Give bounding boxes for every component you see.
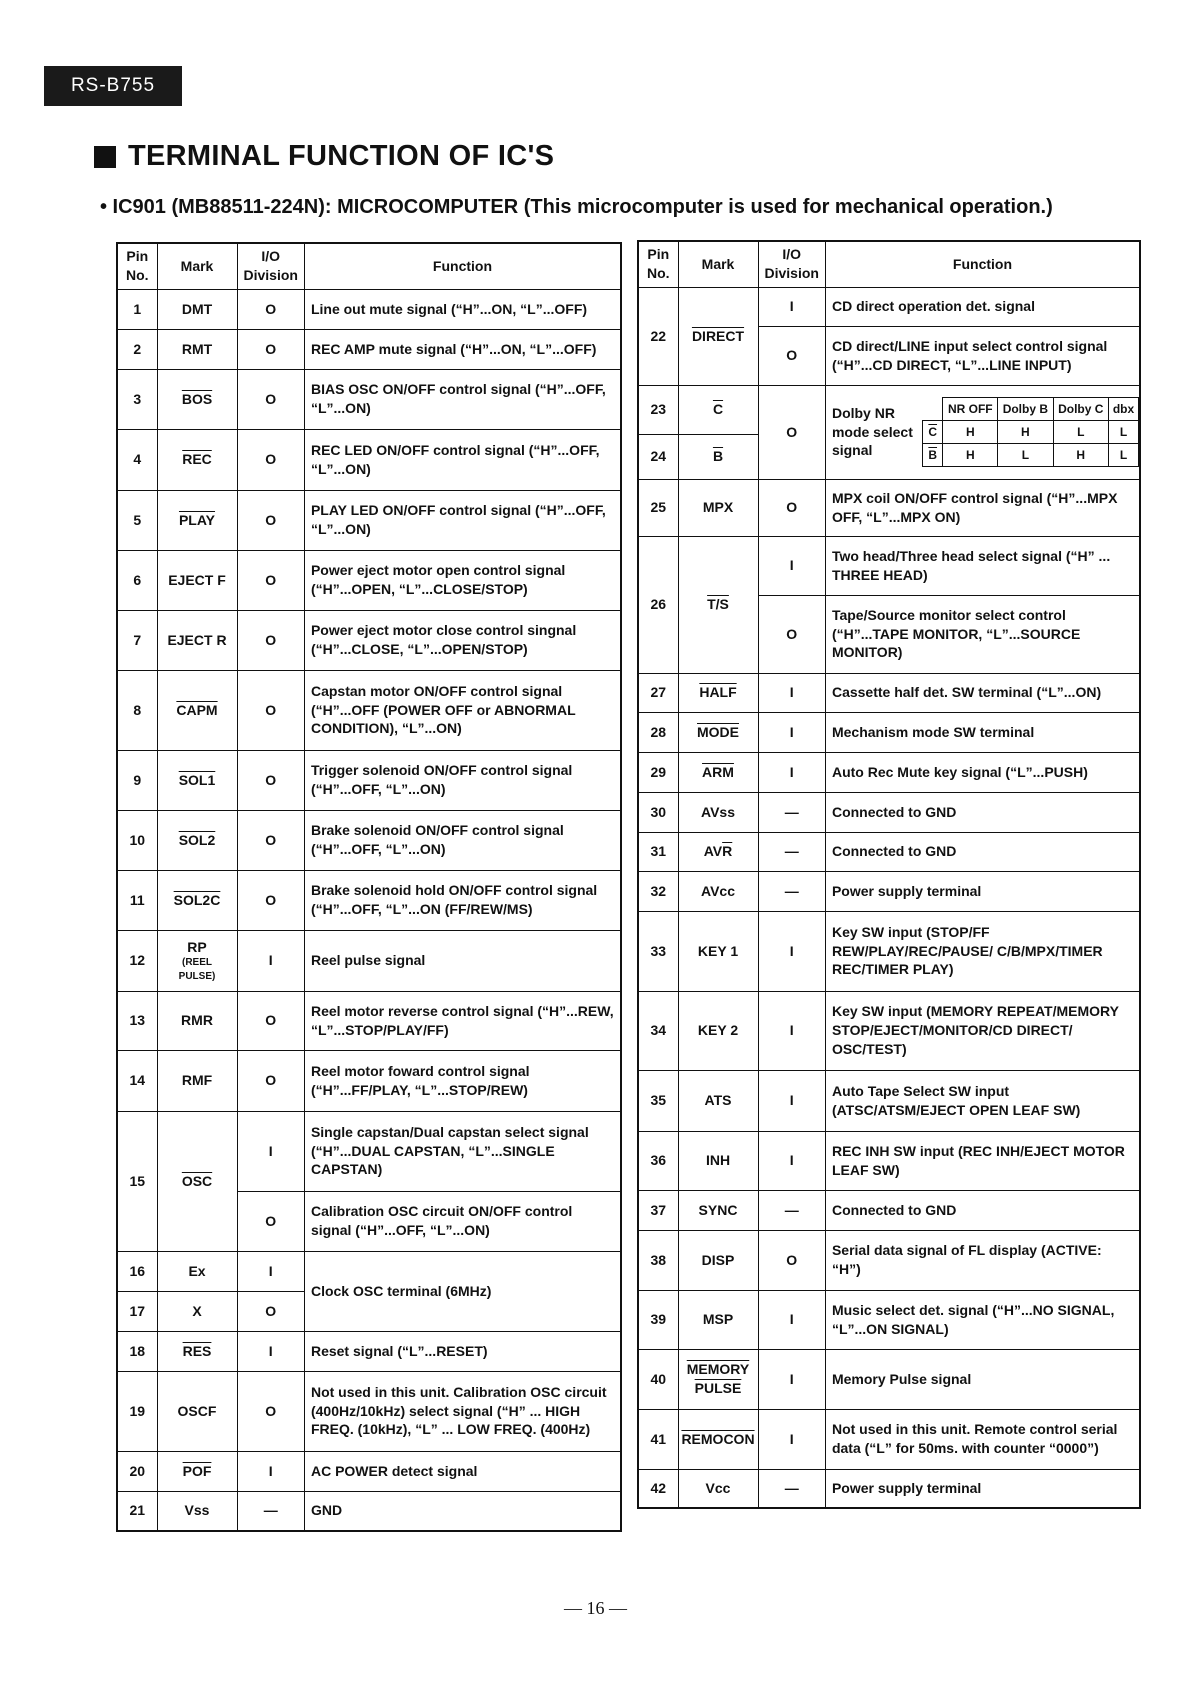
pin-mark-sub: (REEL PULSE) xyxy=(178,957,216,982)
pin-number: 27 xyxy=(638,673,678,712)
pin-io: I xyxy=(758,752,825,792)
pin-mark-overlined: DIRECT xyxy=(691,327,745,344)
pin-function: Cassette half det. SW terminal (“L”...ON) xyxy=(825,673,1140,712)
pin-mark xyxy=(157,1111,237,1251)
pin-function: Two head/Three head select signal (“H” ... THREE HEAD) xyxy=(825,536,1140,595)
pin-mark xyxy=(157,429,237,490)
pin-io: I xyxy=(758,673,825,712)
pin-io: I xyxy=(237,930,304,991)
pin-mark-overlined: $\overline{B}$ xyxy=(712,448,724,465)
pin-function: Not used in this unit. Remote control serial data (“L” for 50ms. with counter “0000”) xyxy=(825,1409,1140,1469)
pin-number: 8 xyxy=(117,670,157,750)
nr-row-label: $\overline{B}$ xyxy=(922,444,943,467)
pin-number: 23 xyxy=(638,385,678,434)
header-pin: Pin No. xyxy=(638,241,678,287)
pin-number: 11 xyxy=(117,870,157,930)
pin-io: — xyxy=(758,1190,825,1230)
pin-mark xyxy=(157,1331,237,1371)
pin-function: PLAY LED ON/OFF control signal (“H”...OFF, “L”...ON) xyxy=(304,490,621,550)
pin-io: O xyxy=(237,610,304,670)
table-row xyxy=(638,1190,1140,1230)
pin-io: O xyxy=(758,479,825,536)
pin-table-left xyxy=(116,242,622,1532)
pin-number: 31 xyxy=(638,832,678,871)
pin-io: O xyxy=(758,326,825,385)
pin-number: 39 xyxy=(638,1290,678,1349)
table-row xyxy=(117,1251,621,1291)
table-row xyxy=(638,1349,1140,1409)
pin-io: I xyxy=(758,287,825,326)
pin-number: 34 xyxy=(638,991,678,1070)
table-row xyxy=(638,991,1140,1070)
pin-mark-overlined: PLAY xyxy=(178,511,216,528)
table-row xyxy=(638,287,1140,326)
pin-io: O xyxy=(758,385,825,479)
table-header-row xyxy=(638,241,1140,287)
pin-mark xyxy=(157,930,237,991)
pin-number: 40 xyxy=(638,1349,678,1409)
pin-mark: MPX xyxy=(678,479,758,536)
pin-io: I xyxy=(237,1331,304,1371)
pin-mark: RMR xyxy=(157,991,237,1050)
pin-number: 12 xyxy=(117,930,157,991)
pin-number: 32 xyxy=(638,871,678,911)
table-row xyxy=(117,750,621,810)
table-row xyxy=(117,369,621,429)
table-row xyxy=(638,752,1140,792)
pin-mark: ATS xyxy=(678,1070,758,1131)
pin-function: REC LED ON/OFF control signal (“H”...OFF, “L”...ON) xyxy=(304,429,621,490)
pin-mark xyxy=(678,434,758,479)
nr-cell: L xyxy=(998,444,1053,467)
pin-mark xyxy=(157,810,237,870)
table-row xyxy=(638,1290,1140,1349)
pin-function: Reel pulse signal xyxy=(304,930,621,991)
table-row xyxy=(117,670,621,750)
pin-function: Memory Pulse signal xyxy=(825,1349,1140,1409)
pin-io: I xyxy=(758,1070,825,1131)
pin-function: Power eject motor open control signal (“H”...OPEN, “L”...CLOSE/STOP) xyxy=(304,550,621,610)
pin-number: 33 xyxy=(638,911,678,991)
header-function: Function xyxy=(825,241,1140,287)
pin-function: Connected to GND xyxy=(825,832,1140,871)
heading-square-icon xyxy=(94,146,116,168)
pin-mark xyxy=(678,1409,758,1469)
header-pin: Pin No. xyxy=(117,243,157,289)
table-row xyxy=(117,1331,621,1371)
pin-number: 20 xyxy=(117,1451,157,1491)
pin-io: I xyxy=(758,1290,825,1349)
pin-io: O xyxy=(237,991,304,1050)
table-row xyxy=(638,536,1140,595)
pin-number: 26 xyxy=(638,536,678,673)
table-row xyxy=(638,673,1140,712)
pin-number: 18 xyxy=(117,1331,157,1371)
pin-number: 3 xyxy=(117,369,157,429)
table-row xyxy=(117,1111,621,1191)
pin-mark xyxy=(157,369,237,429)
pin-mark: KEY 1 xyxy=(678,911,758,991)
dolby-nr-label: Dolby NR mode select signal xyxy=(831,404,913,459)
pin-mark xyxy=(678,673,758,712)
pin-mark-bottom: PULSE xyxy=(694,1380,742,1396)
pin-io: — xyxy=(758,871,825,911)
pin-io: O xyxy=(237,1291,304,1331)
pin-io: O xyxy=(758,595,825,673)
pin-number: 5 xyxy=(117,490,157,550)
pin-io: I xyxy=(758,1131,825,1190)
pin-function: Brake solenoid ON/OFF control signal (“H”...OFF, “L”...ON) xyxy=(304,810,621,870)
pin-mark-overlined: T/S xyxy=(707,596,729,613)
pin-function: Connected to GND xyxy=(825,1190,1140,1230)
pin-mark: OSCF xyxy=(157,1371,237,1451)
pin-number: 30 xyxy=(638,792,678,832)
pin-function: Single capstan/Dual capstan select signal (“H”...DUAL CAPSTAN, “L”...SINGLE CAPSTAN) xyxy=(304,1111,621,1191)
nr-cell: H xyxy=(943,421,998,444)
pin-mark xyxy=(678,832,758,871)
pin-function: MPX coil ON/OFF control signal (“H”...MPX OFF, “L”...MPX ON) xyxy=(825,479,1140,536)
header-mark: Mark xyxy=(678,241,758,287)
pin-mark: MSP xyxy=(678,1290,758,1349)
pin-number: 25 xyxy=(638,479,678,536)
pin-function: AC POWER detect signal xyxy=(304,1451,621,1491)
nr-col-header: dbx xyxy=(1108,398,1138,421)
pin-mark-overlined: SOL1 xyxy=(178,771,216,788)
table-row xyxy=(117,810,621,870)
pin-mark xyxy=(157,750,237,810)
model-tag: RS-B755 xyxy=(44,66,182,106)
pin-number: 21 xyxy=(117,1491,157,1531)
ic-subtitle: • IC901 (MB88511-224N): MICROCOMPUTER (This microcomputer is used for mechanical operation.) xyxy=(100,196,1053,218)
pin-number: 29 xyxy=(638,752,678,792)
pin-number: 42 xyxy=(638,1469,678,1508)
pin-function: REC AMP mute signal (“H”...ON, “L”...OFF) xyxy=(304,329,621,369)
pin-mark: KEY 2 xyxy=(678,991,758,1070)
table-row xyxy=(638,832,1140,871)
pin-number: 16 xyxy=(117,1251,157,1291)
pin-mark xyxy=(157,490,237,550)
pin-mark-overlined: SOL2C xyxy=(173,891,221,908)
pin-mark xyxy=(678,712,758,752)
pin-io: O xyxy=(237,490,304,550)
pin-number: 14 xyxy=(117,1050,157,1111)
pin-number: 19 xyxy=(117,1371,157,1451)
table-row xyxy=(638,1230,1140,1290)
pin-mark-main: RP xyxy=(187,938,207,955)
pin-io: O xyxy=(237,750,304,810)
pin-function: Key SW input (MEMORY REPEAT/MEMORY STOP/EJECT/MONITOR/CD DIRECT/ OSC/TEST) xyxy=(825,991,1140,1070)
pin-mark-overlined: HALF xyxy=(699,684,737,701)
pin-io: O xyxy=(237,1050,304,1111)
pin-mark-overlined: $\overline{BOS}$ xyxy=(181,390,213,407)
nr-col-header: Dolby C xyxy=(1053,398,1108,421)
pin-mark: RMF xyxy=(157,1050,237,1111)
pin-function: Reel motor reverse control signal (“H”...REW, “L”...STOP/PLAY/FF) xyxy=(304,991,621,1050)
nr-cell: H xyxy=(1053,444,1108,467)
pin-io: I xyxy=(237,1111,304,1191)
table-row xyxy=(638,385,1140,434)
pin-function: BIAS OSC ON/OFF control signal (“H”...OFF, “L”...ON) xyxy=(304,369,621,429)
pin-mark: Vcc xyxy=(678,1469,758,1508)
pin-mark xyxy=(678,752,758,792)
pin-mark-overlined: $\overline{POF}$ xyxy=(182,1462,212,1479)
pin-mark: INH xyxy=(678,1131,758,1190)
pin-io: O xyxy=(237,670,304,750)
pin-mark: AVss xyxy=(678,792,758,832)
pin-number: 38 xyxy=(638,1230,678,1290)
pin-mark: EJECT F xyxy=(157,550,237,610)
pin-io: I xyxy=(758,536,825,595)
pin-number: 7 xyxy=(117,610,157,670)
table-row xyxy=(117,329,621,369)
pin-number: 37 xyxy=(638,1190,678,1230)
pin-io: O xyxy=(237,369,304,429)
table-row xyxy=(117,870,621,930)
pin-function: Line out mute signal (“H”...ON, “L”...OFF) xyxy=(304,289,621,329)
pin-function: Tape/Source monitor select control (“H”...TAPE MONITOR, “L”...SOURCE MONITOR) xyxy=(825,595,1140,673)
pin-function: REC INH SW input (REC INH/EJECT MOTOR LEAF SW) xyxy=(825,1131,1140,1190)
nr-col-header: Dolby B xyxy=(998,398,1053,421)
pin-mark: X xyxy=(157,1291,237,1331)
nr-cell: L xyxy=(1053,421,1108,444)
table-row xyxy=(638,1469,1140,1508)
pin-mark xyxy=(157,670,237,750)
table-row xyxy=(117,490,621,550)
pin-function: Capstan motor ON/OFF control signal (“H”...OFF (POWER OFF or ABNORMAL CONDITION), “L”...ON) xyxy=(304,670,621,750)
section-heading xyxy=(94,140,554,173)
pin-function: CD direct/LINE input select control signal (“H”...CD DIRECT, “L”...LINE INPUT) xyxy=(825,326,1140,385)
pin-function: Clock OSC terminal (6MHz) xyxy=(304,1251,621,1331)
pin-mark: SYNC xyxy=(678,1190,758,1230)
table-row xyxy=(117,1050,621,1111)
pin-mark xyxy=(678,385,758,434)
pin-number: 24 xyxy=(638,434,678,479)
nr-cell: L xyxy=(1108,421,1138,444)
nr-cell: H xyxy=(943,444,998,467)
pin-io: O xyxy=(237,1191,304,1251)
pin-function: Reset signal (“L”...RESET) xyxy=(304,1331,621,1371)
pin-mark-overlined: $\overline{OSC}$ xyxy=(181,1172,213,1189)
nr-col-header: NR OFF xyxy=(943,398,998,421)
table-row xyxy=(638,479,1140,536)
pin-function: Key SW input (STOP/FF REW/PLAY/REC/PAUSE/ C/B/MPX/TIMER REC/TIMER PLAY) xyxy=(825,911,1140,991)
pin-number: 4 xyxy=(117,429,157,490)
pin-io: — xyxy=(758,1469,825,1508)
pin-mark-overlined: $\overline{RES}$ xyxy=(182,1342,212,1359)
pin-io: I xyxy=(237,1451,304,1491)
pin-function: CD direct operation det. signal xyxy=(825,287,1140,326)
pin-mark: EJECT R xyxy=(157,610,237,670)
pin-io: O xyxy=(237,329,304,369)
pin-io: I xyxy=(758,712,825,752)
pin-function: Not used in this unit. Calibration OSC circuit (400Hz/10kHz) select signal (“H” ... HIGH FREQ. (10kHz), “L” ... LOW FREQ. (400Hz) xyxy=(304,1371,621,1451)
nr-cell: H xyxy=(998,421,1053,444)
pin-function: GND xyxy=(304,1491,621,1531)
pin-number: 22 xyxy=(638,287,678,385)
pin-io: — xyxy=(758,792,825,832)
pin-mark: Vss xyxy=(157,1491,237,1531)
pin-mark xyxy=(678,1349,758,1409)
pin-io: I xyxy=(758,991,825,1070)
pin-function: Power supply terminal xyxy=(825,1469,1140,1508)
table-row xyxy=(117,991,621,1050)
pin-number: 28 xyxy=(638,712,678,752)
pin-function: Connected to GND xyxy=(825,792,1140,832)
pin-function: Auto Tape Select SW input (ATSC/ATSM/EJECT OPEN LEAF SW) xyxy=(825,1070,1140,1131)
pin-mark-overlined: $\overline{R}$ xyxy=(722,843,733,860)
pin-number: 17 xyxy=(117,1291,157,1331)
table-row xyxy=(638,1409,1140,1469)
pin-function: Trigger solenoid ON/OFF control signal (“H”...OFF, “L”...ON) xyxy=(304,750,621,810)
pin-mark: Ex xyxy=(157,1251,237,1291)
header-io: I/O Division xyxy=(237,243,304,289)
pin-number: 35 xyxy=(638,1070,678,1131)
table-row xyxy=(117,1451,621,1491)
pin-mark-overlined: SOL2 xyxy=(178,831,216,848)
pin-function: Brake solenoid hold ON/OFF control signal (“H”...OFF, “L”...ON (FF/REW/MS) xyxy=(304,870,621,930)
pin-mark: DMT xyxy=(157,289,237,329)
pin-number: 41 xyxy=(638,1409,678,1469)
pin-number: 1 xyxy=(117,289,157,329)
pin-mark xyxy=(157,870,237,930)
pin-function: Calibration OSC circuit ON/OFF control signal (“H”...OFF, “L”...ON) xyxy=(304,1191,621,1251)
table-row xyxy=(117,289,621,329)
table-row xyxy=(117,550,621,610)
pin-io: — xyxy=(758,832,825,871)
pin-io: — xyxy=(237,1491,304,1531)
table-row xyxy=(117,429,621,490)
header-mark: Mark xyxy=(157,243,237,289)
pin-function: Music select det. signal (“H”...NO SIGNAL, “L”...ON SIGNAL) xyxy=(825,1290,1140,1349)
pin-mark-top: MEMORY xyxy=(686,1361,750,1378)
pin-io: O xyxy=(237,870,304,930)
pin-number: 36 xyxy=(638,1131,678,1190)
table-row xyxy=(117,610,621,670)
pin-mark: DISP xyxy=(678,1230,758,1290)
section-title: TERMINAL FUNCTION OF IC'S xyxy=(128,140,555,172)
pin-io: O xyxy=(237,429,304,490)
pin-mark-overlined: REMOCON xyxy=(681,1430,755,1447)
pin-number: 13 xyxy=(117,991,157,1050)
pin-mark: RMT xyxy=(157,329,237,369)
pin-mark-overlined: $\overline{ARM}$ xyxy=(702,763,734,780)
table-row xyxy=(638,792,1140,832)
pin-number: 2 xyxy=(117,329,157,369)
pin-io: O xyxy=(237,289,304,329)
pin-function: Reel motor foward control signal (“H”...FF/PLAY, “L”...STOP/REW) xyxy=(304,1050,621,1111)
table-row xyxy=(117,930,621,991)
pin-mark xyxy=(678,536,758,673)
dolby-nr-cell xyxy=(825,385,1140,479)
pin-function: Power eject motor close control singnal (“H”...CLOSE, “L”...OPEN/STOP) xyxy=(304,610,621,670)
table-row xyxy=(117,1371,621,1451)
pin-table-right xyxy=(637,240,1141,1509)
pin-io: O xyxy=(237,810,304,870)
table-row xyxy=(117,1491,621,1531)
pin-function: Power supply terminal xyxy=(825,871,1140,911)
table-header-row xyxy=(117,243,621,289)
pin-mark-overlined: MODE xyxy=(697,723,739,740)
pin-mark-overlined: $\overline{C}$ xyxy=(712,401,724,418)
pin-number: 9 xyxy=(117,750,157,810)
table-row xyxy=(638,1131,1140,1190)
pin-io: O xyxy=(237,1371,304,1451)
pin-number: 6 xyxy=(117,550,157,610)
pin-function: Serial data signal of FL display (ACTIVE: “H”) xyxy=(825,1230,1140,1290)
pin-mark xyxy=(678,287,758,385)
pin-number: 15 xyxy=(117,1111,157,1251)
pin-mark: AVcc xyxy=(678,871,758,911)
table-row xyxy=(638,712,1140,752)
nr-row-label: $\overline{C}$ xyxy=(922,421,943,444)
pin-mark-overlined: $\overline{REC}$ xyxy=(182,451,212,468)
pin-io: I xyxy=(758,1409,825,1469)
table-row xyxy=(638,911,1140,991)
header-io: I/O Division xyxy=(758,241,825,287)
nr-cell: L xyxy=(1108,444,1138,467)
page-number: — 16 — xyxy=(564,1598,627,1618)
pin-io: O xyxy=(758,1230,825,1290)
dolby-nr-table xyxy=(922,397,1139,467)
pin-function: Auto Rec Mute key signal (“L”...PUSH) xyxy=(825,752,1140,792)
pin-mark xyxy=(157,1451,237,1491)
table-row xyxy=(638,1070,1140,1131)
pin-mark-prefix: AV xyxy=(703,843,723,860)
pin-io: I xyxy=(758,911,825,991)
pin-io: I xyxy=(237,1251,304,1291)
pin-function: Mechanism mode SW terminal xyxy=(825,712,1140,752)
pin-mark-overlined: CAPM xyxy=(176,701,218,718)
pin-io: I xyxy=(758,1349,825,1409)
pin-number: 10 xyxy=(117,810,157,870)
pin-io: O xyxy=(237,550,304,610)
table-row xyxy=(638,871,1140,911)
header-function: Function xyxy=(304,243,621,289)
